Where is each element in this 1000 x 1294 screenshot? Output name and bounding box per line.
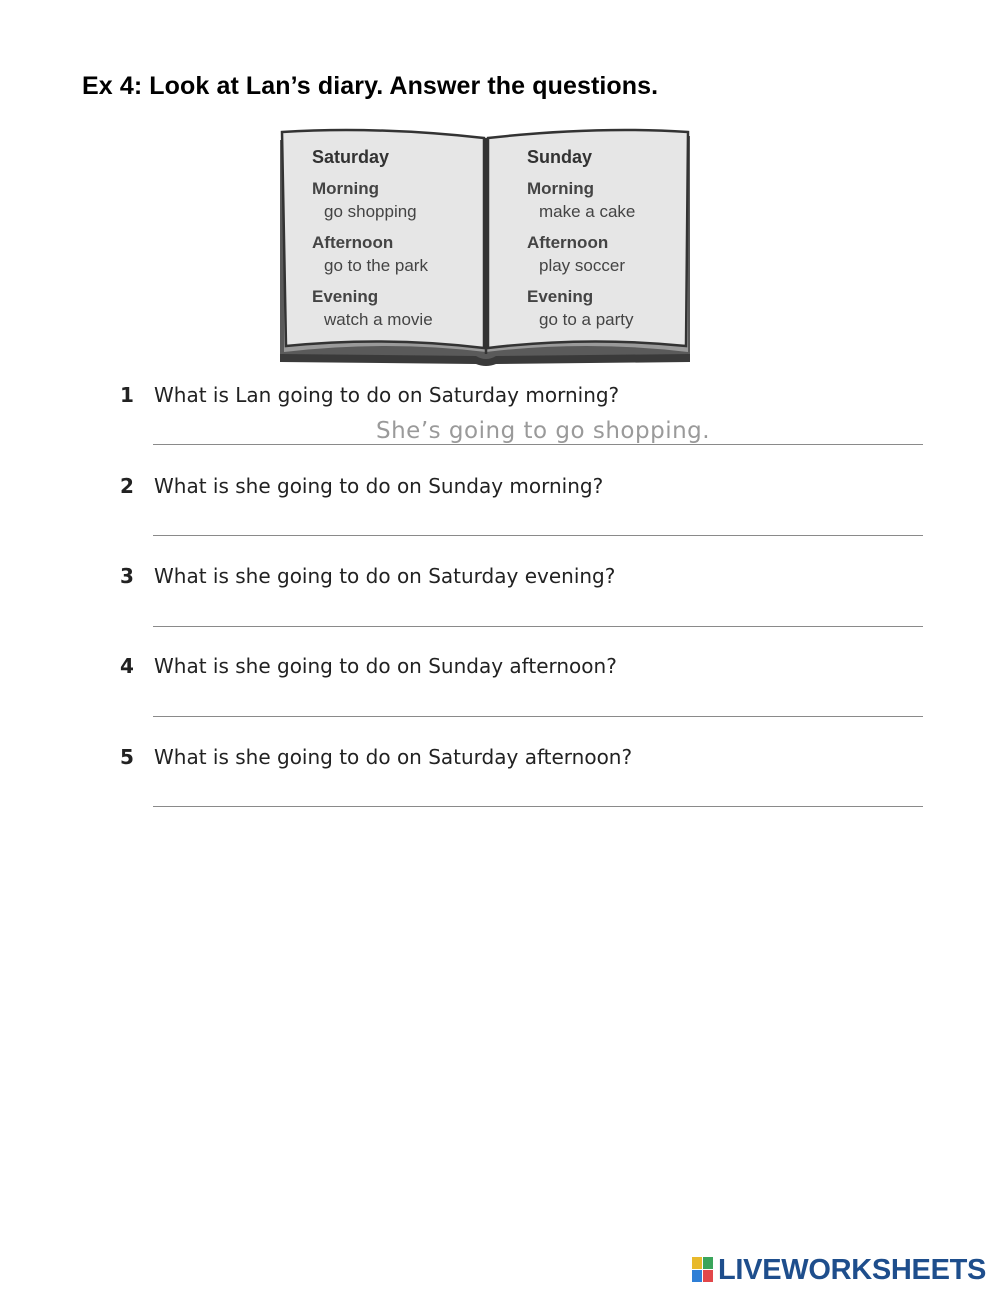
- question-text: What is she going to do on Sunday afternoon?: [154, 654, 617, 678]
- question-1: [120, 383, 619, 407]
- question-number: 3: [120, 564, 134, 588]
- question-4: [120, 654, 617, 678]
- sunday-afternoon-activity: play soccer: [539, 256, 625, 275]
- answer-input-5[interactable]: [153, 806, 923, 807]
- question-2: [120, 474, 603, 498]
- saturday-morning-label: Morning: [312, 179, 380, 198]
- exercise-heading: Ex 4: Look at Lan’s diary. Answer the questions.: [82, 72, 659, 100]
- saturday-afternoon-label: Afternoon: [312, 233, 394, 252]
- answer-input-4[interactable]: [153, 716, 923, 717]
- question-3: [120, 564, 615, 588]
- logo-text: LIVEWORKSHEETS: [718, 1253, 987, 1286]
- question-number: 5: [120, 745, 134, 769]
- saturday-day-label: Saturday: [312, 147, 390, 167]
- question-number: 4: [120, 654, 134, 678]
- question-text: What is she going to do on Saturday evening?: [154, 564, 616, 588]
- question-5: [120, 745, 632, 769]
- saturday-page: [312, 146, 433, 331]
- question-text: What is Lan going to do on Saturday morning?: [154, 383, 620, 407]
- liveworksheets-icon: [692, 1257, 714, 1283]
- sunday-morning-label: Morning: [527, 179, 595, 198]
- saturday-afternoon-activity: go to the park: [324, 256, 428, 275]
- question-text: What is she going to do on Saturday afternoon?: [154, 745, 633, 769]
- answer-input-3[interactable]: [153, 626, 923, 627]
- saturday-morning-activity: go shopping: [324, 202, 417, 221]
- sunday-day-label: Sunday: [527, 147, 593, 167]
- liveworksheets-logo: [692, 1252, 986, 1288]
- sunday-evening-label: Evening: [527, 287, 594, 306]
- sunday-morning-activity: make a cake: [539, 202, 636, 221]
- sunday-afternoon-label: Afternoon: [527, 233, 609, 252]
- answer-1-example: She’s going to go shopping.: [376, 418, 711, 444]
- question-number: 1: [120, 383, 134, 407]
- saturday-evening-label: Evening: [312, 287, 379, 306]
- answer-input-2[interactable]: [153, 535, 923, 536]
- question-text: What is she going to do on Sunday morning?: [154, 474, 604, 498]
- sunday-page: [527, 146, 635, 331]
- saturday-evening-activity: watch a movie: [324, 310, 433, 329]
- diary-book-illustration: [276, 126, 694, 368]
- answer-input-1[interactable]: [153, 444, 923, 445]
- question-number: 2: [120, 474, 134, 498]
- sunday-evening-activity: go to a party: [539, 310, 634, 329]
